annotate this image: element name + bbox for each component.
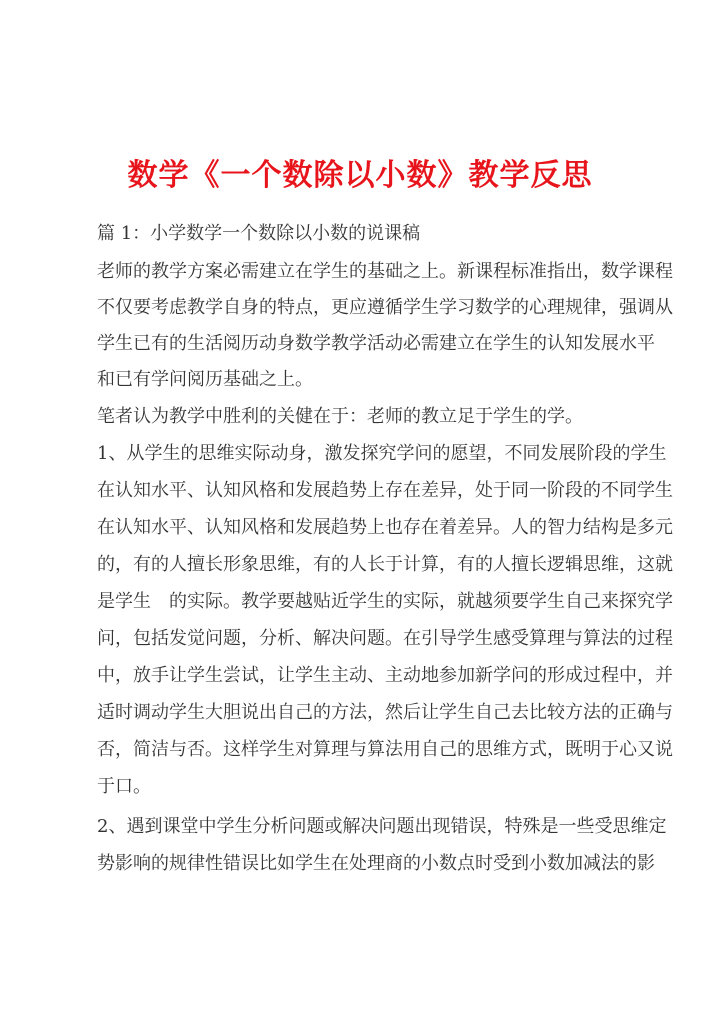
paragraph-line: 2、遇到课堂中学生分析问题或解决问题出现错误，特殊是一些受思维定 bbox=[97, 816, 667, 837]
paragraph-line: 不仅要考虑教学自身的特点，更应遵循学生学习数学的心理规律，强调从 bbox=[97, 297, 673, 318]
paragraph-line: 中，放手让学生尝试，让学生主动、主动地参加新学问的形成过程中，并 bbox=[97, 665, 673, 686]
paragraph-line: 和已有学问阅历基础之上。 bbox=[97, 369, 313, 390]
paragraph-line: 在认知水平、认知风格和发展趋势上存在差异，处于同一阶段的不同学生 bbox=[97, 480, 673, 501]
paragraph-line: 问，包括发觉问题，分析、解决问题。在引导学生感受算理与算法的过程 bbox=[97, 628, 673, 649]
paragraph-line: 笔者认为教学中胜利的关健在于：老师的教立足于学生的学。 bbox=[97, 406, 583, 427]
section-heading: 篇 1：小学数学一个数除以小数的说课稿 bbox=[97, 223, 421, 244]
paragraph-line: 1、从学生的思维实际动身，激发探究学问的愿望，不同发展阶段的学生 bbox=[97, 443, 667, 464]
paragraph-line: 于口。 bbox=[97, 776, 151, 797]
paragraph-line: 老师的教学方案必需建立在学生的基础之上。新课程标准指出，数学课程 bbox=[97, 261, 673, 282]
paragraph-line: 的，有的人擅长形象思维，有的人长于计算，有的人擅长逻辑思维，这就 bbox=[97, 554, 673, 575]
paragraph-line: 否，简洁与否。这样学生对算理与算法用自己的思维方式，既明于心又说 bbox=[97, 739, 673, 760]
paragraph-line: 在认知水平、认知风格和发展趋势上也存在着差异。人的智力结构是多元 bbox=[97, 517, 673, 538]
paragraph-line: 势影响的规律性错误比如学生在处理商的小数点时受到小数加减法的影 bbox=[97, 853, 655, 874]
paragraph-line: 是学生 的实际。教学要越贴近学生的实际，就越须要学生自己来探究学 bbox=[97, 591, 673, 612]
paragraph-line: 适时调动学生大胆说出自己的方法，然后让学生自己去比较方法的正确与 bbox=[97, 702, 673, 723]
paragraph-line: 学生已有的生活阅历动身数学教学活动必需建立在学生的认知发展水平 bbox=[97, 333, 655, 354]
document-title: 数学《一个数除以小数》教学反思 bbox=[127, 158, 593, 193]
